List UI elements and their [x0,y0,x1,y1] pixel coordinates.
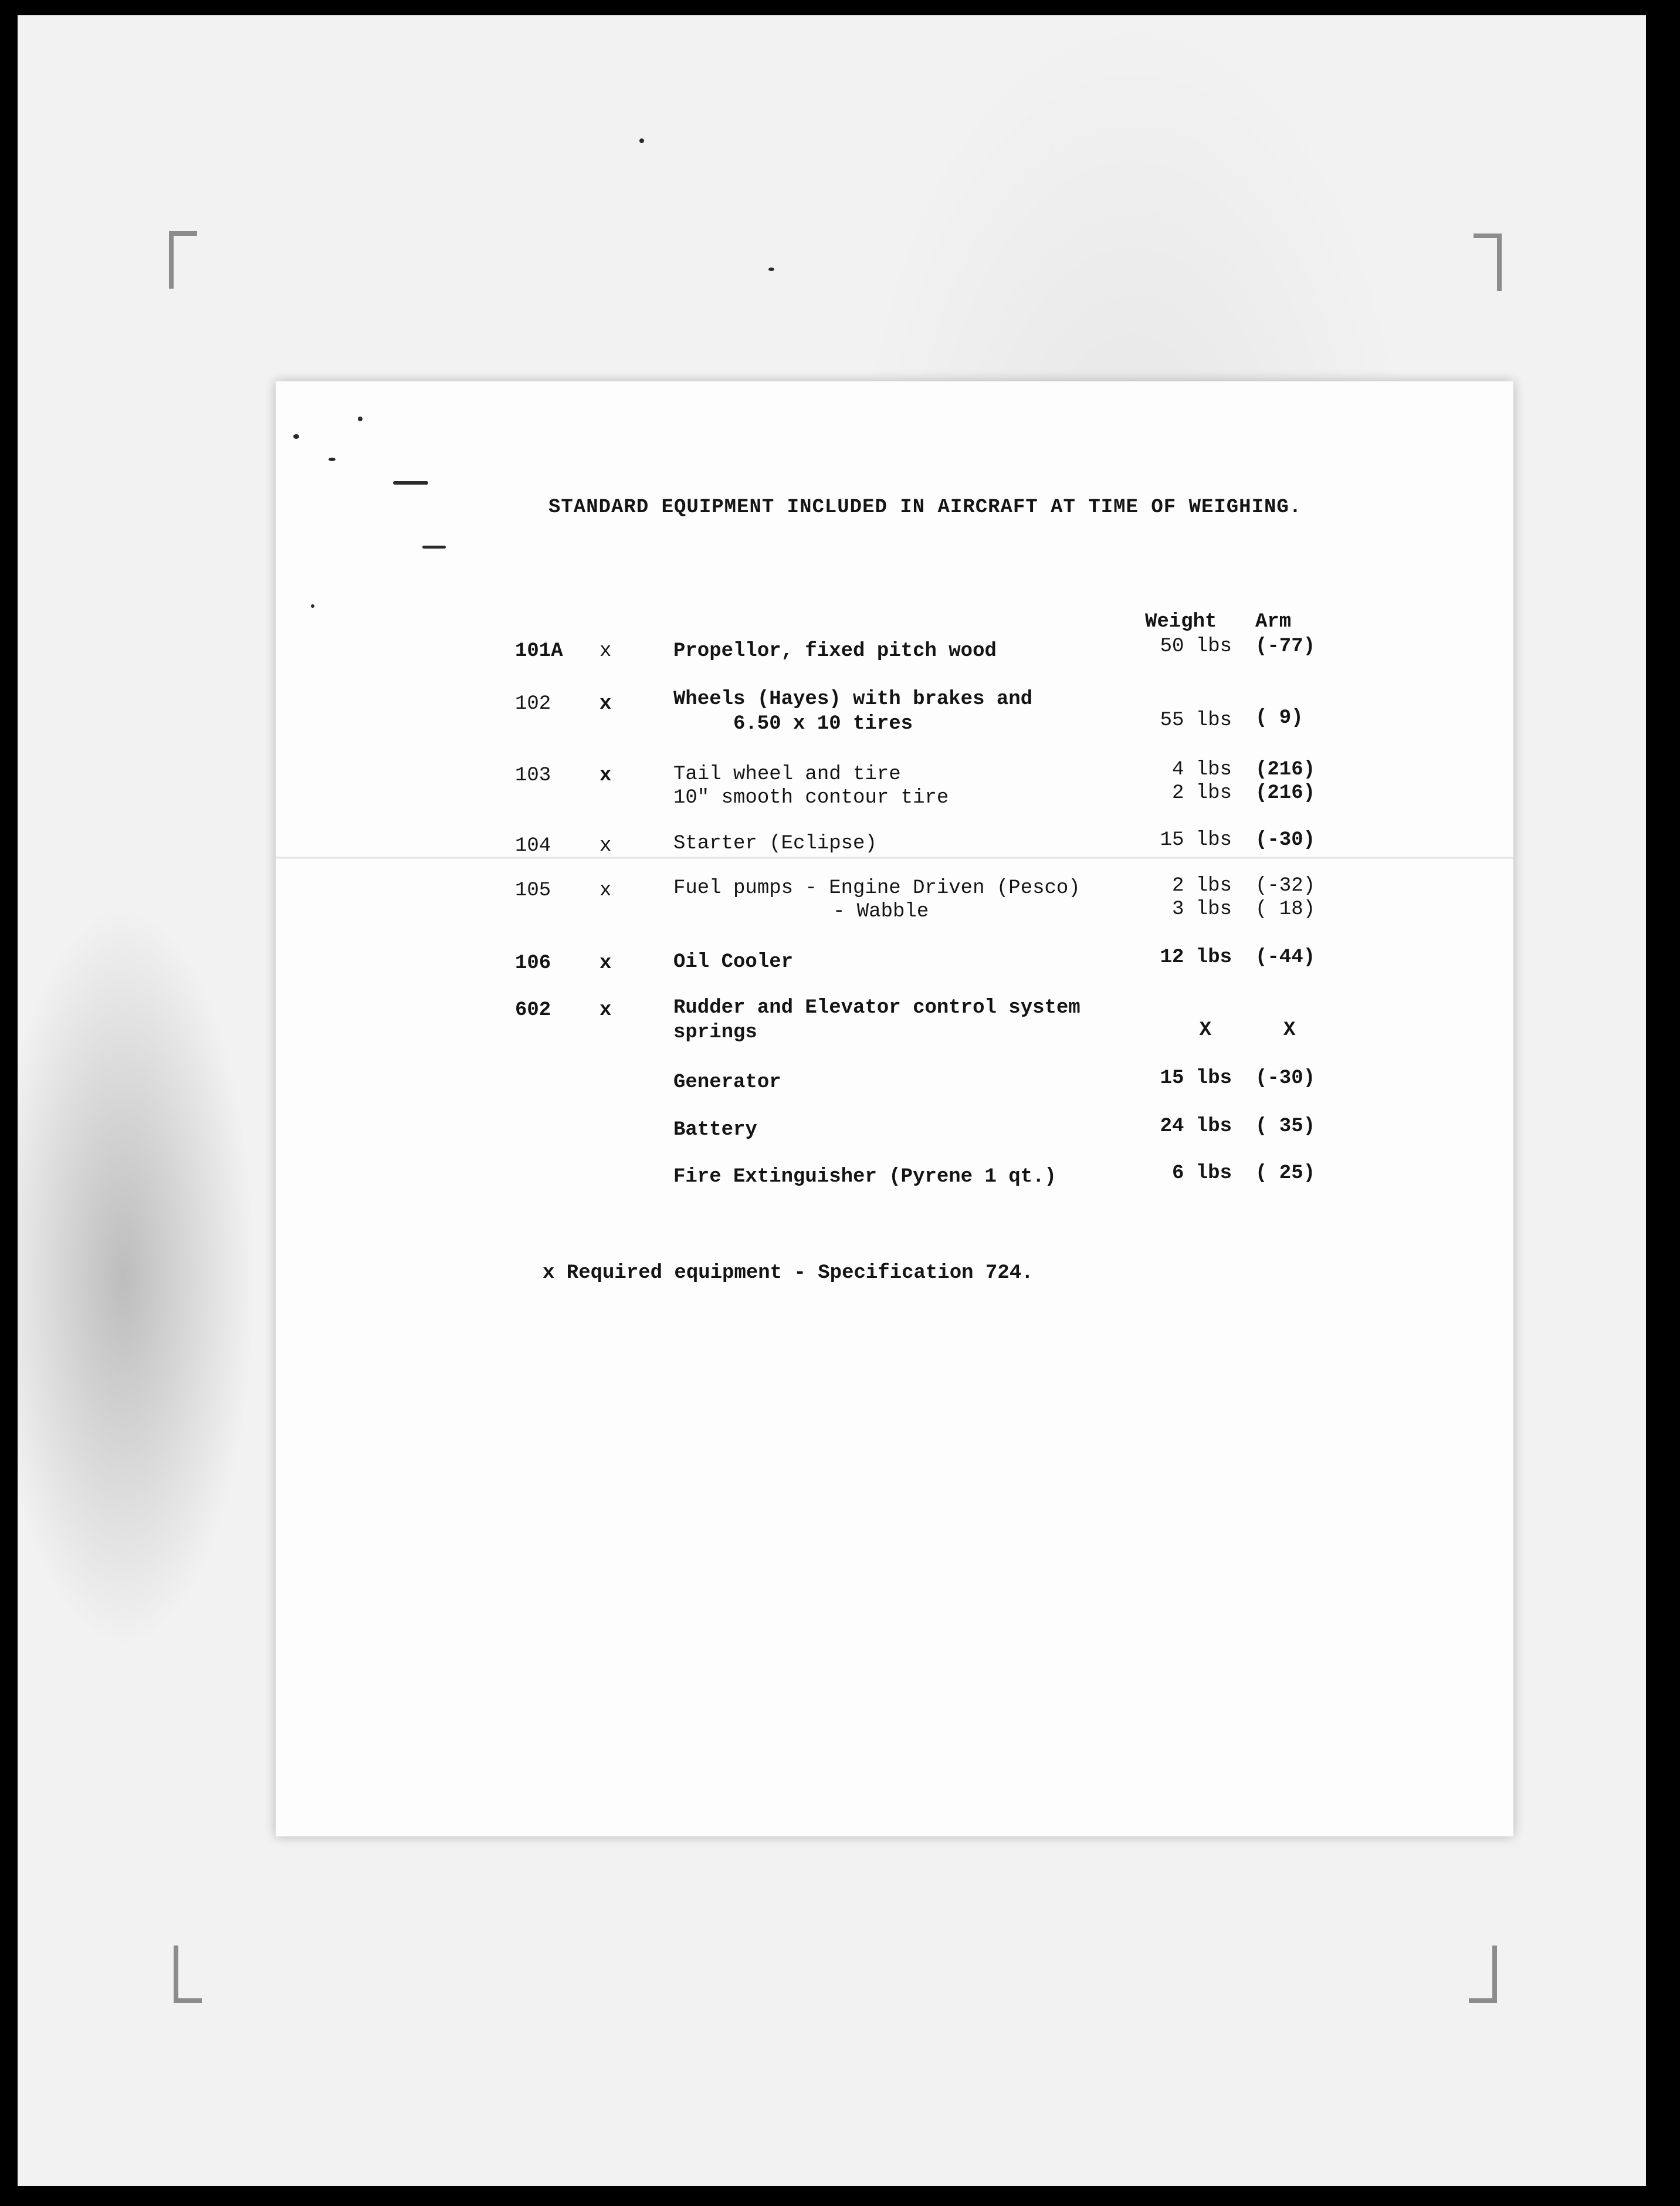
item-code: 602 [515,999,551,1021]
item-arm: (-32) [1255,875,1316,897]
ink-speck [293,434,299,439]
required-mark: x [599,952,612,975]
required-mark: x [599,999,612,1021]
item-arm: ( 9) [1255,707,1303,729]
item-weight: 55 lbs [1160,709,1232,732]
required-mark: x [599,764,612,787]
crop-mark-top-right [1474,234,1502,291]
item-arm: (216) [1255,782,1316,804]
item-description: Generator [673,1071,781,1094]
item-arm: (-30) [1255,829,1316,851]
item-weight: 15 lbs [1160,1067,1232,1090]
item-weight: 2 lbs [1171,782,1232,804]
item-description: Wheels (Hayes) with brakes and [673,688,1033,710]
item-weight: 24 lbs [1160,1115,1232,1138]
crop-mark-bottom-right [1469,1946,1497,2003]
crop-mark-bottom-left [174,1946,202,2003]
item-weight: 50 lbs [1160,635,1232,658]
crop-mark-top-left [169,231,197,289]
item-arm: (-77) [1255,635,1316,658]
item-description: Oil Cooler [673,951,794,973]
dust-speck [768,268,774,271]
sheet-fold-line [276,857,1513,859]
item-weight: 12 lbs [1160,946,1232,969]
ink-speck [422,546,446,549]
item-description: Tail wheel and tire [673,763,901,786]
required-mark: x [599,640,612,662]
item-code: 104 [515,835,551,857]
item-description: Rudder and Elevator control system [673,997,1081,1019]
weight-column-header: Weight [1145,611,1217,633]
item-arm: X [1283,1019,1296,1041]
required-mark: x [599,693,612,715]
item-description: Battery [673,1119,757,1141]
item-weight: 6 lbs [1171,1162,1232,1185]
item-code: 105 [515,879,551,902]
item-description: 6.50 x 10 tires [733,713,913,735]
item-code: 106 [515,952,551,975]
item-code: 103 [515,764,551,787]
dust-speck [639,138,644,143]
item-arm: (216) [1255,759,1316,781]
item-description: Starter (Eclipse) [673,833,877,855]
item-description: Fuel pumps - Engine Driven (Pesco) [673,877,1081,899]
ink-speck [393,481,428,485]
required-mark: x [599,835,612,857]
item-description: Fire Extinguisher (Pyrene 1 qt.) [673,1166,1056,1188]
item-arm: (-44) [1255,946,1316,969]
arm-column-header: Arm [1255,611,1292,633]
item-weight: 4 lbs [1171,759,1232,781]
item-description: - Wabble [833,901,929,923]
item-arm: ( 18) [1255,898,1316,921]
item-code: 102 [515,693,551,715]
item-weight: X [1199,1019,1211,1041]
item-description: Propellor, fixed pitch wood [673,640,997,662]
item-arm: ( 35) [1255,1115,1316,1138]
item-weight: 15 lbs [1160,829,1232,851]
typed-sheet [276,381,1513,1836]
ink-speck [311,604,314,608]
item-weight: 3 lbs [1171,898,1232,921]
footnote: x Required equipment - Specification 724. [543,1262,1034,1284]
ink-speck [358,417,363,421]
ink-speck [328,458,336,461]
item-weight: 2 lbs [1171,875,1232,897]
item-description: springs [673,1021,757,1044]
item-arm: (-30) [1255,1067,1316,1090]
item-description: 10" smooth contour tire [673,787,949,809]
document-title: STANDARD EQUIPMENT INCLUDED IN AIRCRAFT AT TIME OF WEIGHING. [548,496,1302,519]
item-code: 101A [515,640,563,662]
required-mark: x [599,879,612,902]
item-arm: ( 25) [1255,1162,1316,1185]
